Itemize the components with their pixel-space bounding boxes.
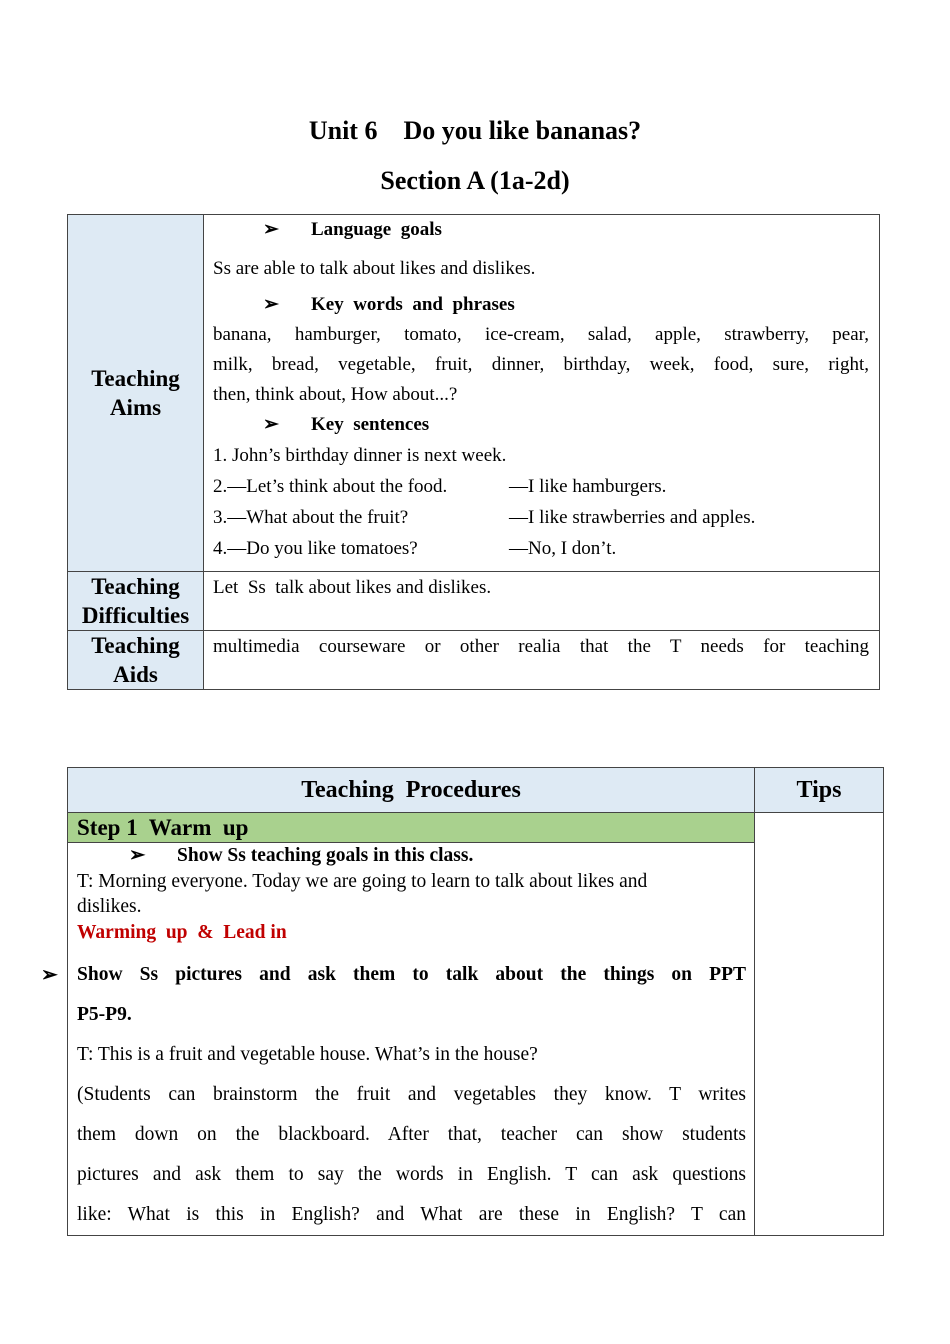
arrow-bullet-icon: ➢ <box>263 414 279 435</box>
house-line: T: This is a fruit and vegetable house. What’s in the house? <box>77 1044 538 1065</box>
teaching-aids-text: multimedia courseware or other realia that the T needs for teaching <box>204 631 880 690</box>
section-title: Section A (1a-2d) <box>380 166 570 195</box>
key-words-line: then, think about, How about...? <box>213 384 458 405</box>
arrow-bullet-icon: ➢ <box>263 294 279 315</box>
tips-cell <box>755 813 884 1236</box>
teaching-difficulties-text: Let Ss talk about likes and dislikes. <box>204 572 880 631</box>
teaching-procedures-table <box>41 767 884 1236</box>
teaching-aims-content <box>204 215 880 572</box>
key-sentence: 2.—Let’s think about the food. —I like hamburgers. <box>213 476 667 497</box>
tips-header: Tips <box>755 768 884 813</box>
teaching-aims-table <box>67 214 880 690</box>
key-sentence: 4.—Do you like tomatoes? —No, I don’t. <box>213 538 617 559</box>
procedures-header: Teaching Procedures <box>68 768 755 813</box>
paragraph-line: (Students can brainstorm the fruit and vegetables they know. T writes <box>77 1084 746 1105</box>
key-words-line: milk, bread, vegetable, fruit, dinner, birthday, week, food, sure, right, <box>213 354 869 375</box>
teaching-difficulties-label: Teaching Difficulties <box>68 572 204 631</box>
paragraph-line: them down on the blackboard. After that, teacher can show students <box>77 1124 746 1145</box>
arrow-bullet-icon: ➢ <box>263 219 279 240</box>
key-sentences-heading: ➢ Key sentences <box>213 410 869 440</box>
paragraph-line: pictures and ask them to say the words in English. T can ask questions <box>77 1164 746 1185</box>
step-1-heading: Step 1 Warm up <box>68 813 755 843</box>
arrow-bullet-icon: ➢ <box>41 964 58 986</box>
key-sentence: 1. John’s birthday dinner is next week. <box>213 445 507 466</box>
key-words-line: banana, hamburger, tomato, ice-cream, salad, apple, strawberry, pear, <box>213 324 869 345</box>
key-words-heading: ➢ Key words and phrases <box>213 290 869 320</box>
teacher-line: T: Morning everyone. Today we are going to learn to talk about likes and <box>77 871 648 892</box>
goal-bullet: ➢ Show Ss teaching goals in this class. <box>77 843 746 869</box>
language-goals-heading: ➢ Language goals <box>213 215 869 245</box>
paragraph-line: like: What is this in English? and What are these in English? T can <box>77 1204 746 1225</box>
teaching-aims-label: Teaching Aims <box>68 215 204 572</box>
step-1-body <box>41 843 755 1236</box>
arrow-bullet-icon: ➢ <box>129 845 146 866</box>
show-pictures-bullet: ➢ Show Ss pictures and ask them to talk about the things on PPT P5-P9. <box>77 955 746 1035</box>
warming-up-heading: Warming up & Lead in <box>77 922 287 943</box>
teacher-line: dislikes. <box>77 896 142 917</box>
unit-title: Unit 6 Do you like bananas? <box>308 116 642 145</box>
key-sentence: 3.—What about the fruit? —I like strawberries and apples. <box>213 507 756 528</box>
language-goals-text: Ss are able to talk about likes and dislikes. <box>213 258 536 279</box>
teaching-aids-label: Teaching Aids <box>68 631 204 690</box>
